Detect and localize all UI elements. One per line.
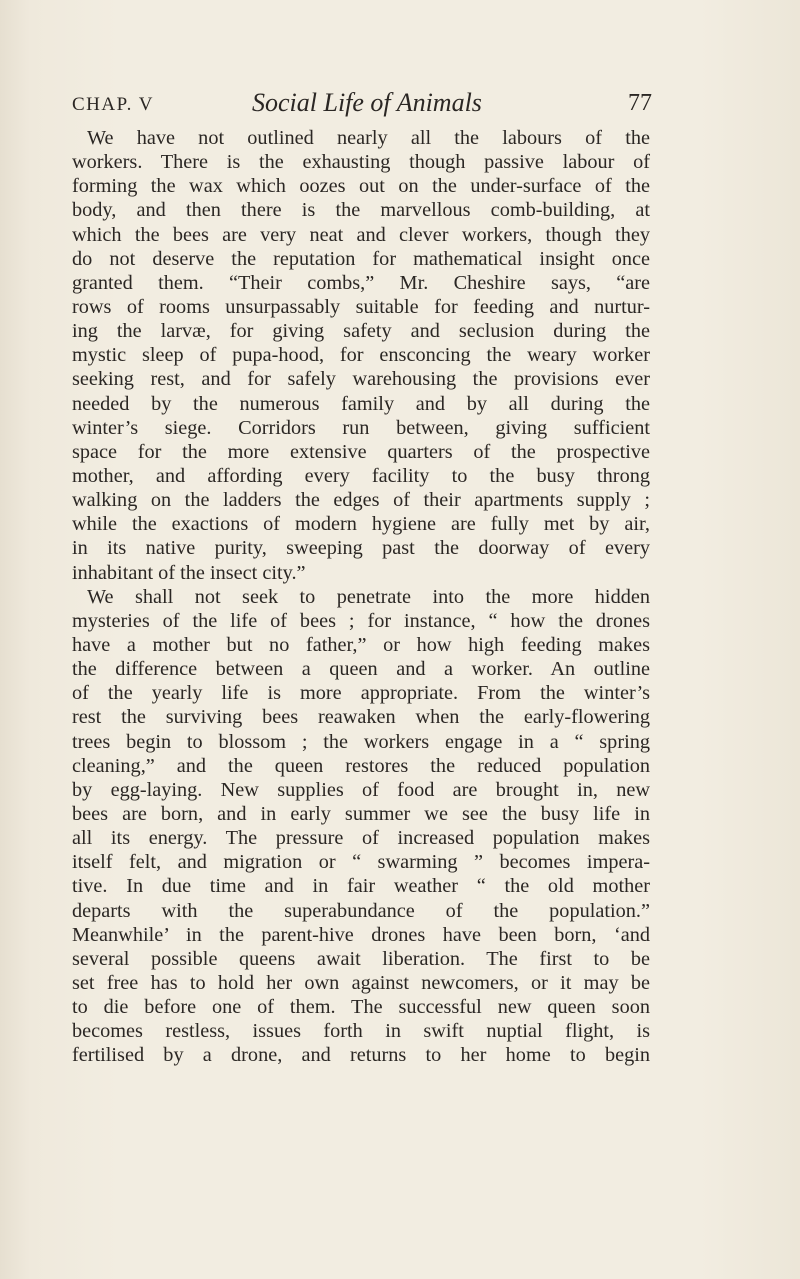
text-line: in its native purity, sweeping past the doorway of every [72, 537, 650, 560]
text-line: rest the surviving bees reawaken when the early-flowering [72, 706, 650, 729]
chapter-label: CHAP. V [72, 94, 154, 115]
text-line: of the yearly life is more appropriate. From the winter’s [72, 682, 650, 705]
text-line: tive. In due time and in fair weather “ the old mother [72, 875, 650, 898]
text-line: ing the larvæ, for giving safety and seclusion during the [72, 320, 650, 343]
text-line: to die before one of them. The successful new queen soon [72, 996, 650, 1019]
text-line: mysteries of the life of bees ; for instance, “ how the drones [72, 609, 650, 632]
text-line: the difference between a queen and a worker. An outline [72, 658, 650, 681]
text-line: We shall not seek to penetrate into the more hidden [87, 585, 650, 608]
text-line: fertilised by a drone, and returns to her home to begin [72, 1044, 650, 1067]
text-line: all its energy. The pressure of increased population makes [72, 827, 650, 850]
text-line: by egg-laying. New supplies of food are brought in, new [72, 778, 650, 801]
body-text [72, 126, 650, 1067]
text-line: departs with the superabundance of the population.” [72, 899, 650, 922]
text-line: cleaning,” and the queen restores the reduced population [72, 754, 650, 777]
text-line: space for the more extensive quarters of the prospective [72, 440, 650, 463]
text-line: winter’s siege. Corridors run between, giving sufficient [72, 416, 650, 439]
text-line: We have not outlined nearly all the labours of the [87, 127, 650, 149]
running-title: Social Life of Animals [252, 88, 482, 117]
text-line: bees are born, and in early summer we see the busy life in [72, 802, 650, 825]
text-line: workers. There is the exhausting though passive labour of [72, 151, 650, 174]
paragraph-1 [72, 126, 650, 585]
text-line: trees begin to blossom ; the workers engage in a “ spring [72, 730, 650, 753]
text-line: mother, and affording every facility to the busy throng [72, 464, 650, 487]
text-line: granted them. “Their combs,” Mr. Cheshire says, “are [72, 271, 650, 294]
text-line: becomes restless, issues forth in swift nuptial flight, is [72, 1020, 650, 1043]
text-line: set free has to hold her own against newcomers, or it may be [72, 971, 650, 994]
page-number: 77 [628, 90, 652, 116]
text-line: seeking rest, and for safely warehousing the provisions ever [72, 368, 650, 391]
text-line: forming the wax which oozes out on the under-surface of the [72, 175, 650, 198]
text-line: several possible queens await liberation. The first to be [72, 947, 650, 970]
text-line: body, and then there is the marvellous comb-building, at [72, 199, 650, 222]
text-line: rows of rooms unsurpassably suitable for feeding and nurtur- [72, 295, 650, 318]
text-line: have a mother but no father,” or how high feeding makes [72, 633, 650, 656]
text-line: mystic sleep of pupa-hood, for ensconcing the weary worker [72, 344, 650, 367]
text-line: Meanwhile’ in the parent-hive drones have been born, ‘and [72, 923, 650, 946]
running-head [72, 88, 652, 118]
text-line: needed by the numerous family and by all during the [72, 392, 650, 415]
text-line: itself felt, and migration or “ swarming ” becomes impera- [72, 851, 650, 874]
text-line: while the exactions of modern hygiene are fully met by air, [72, 513, 650, 536]
text-line: which the bees are very neat and clever workers, though they [72, 223, 650, 246]
text-line: do not deserve the reputation for mathematical insight once [72, 247, 650, 270]
text-line: inhabitant of the insect city.” [72, 561, 306, 584]
text-line: walking on the ladders the edges of their apartments supply ; [72, 489, 650, 512]
paragraph-2 [72, 585, 650, 1068]
